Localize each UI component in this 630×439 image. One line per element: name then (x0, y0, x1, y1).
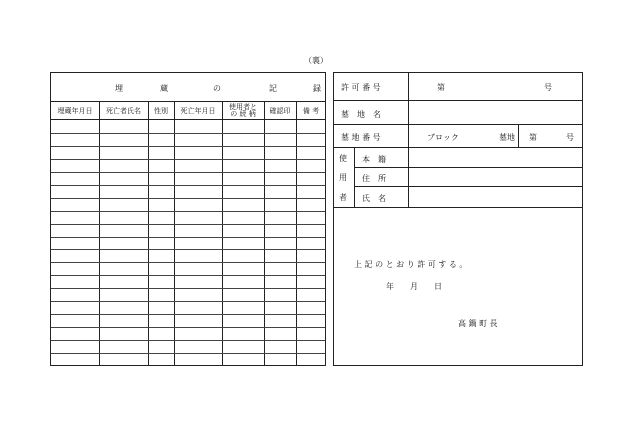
lot-prefix: 第 (529, 133, 537, 142)
record-row-line (51, 146, 325, 147)
permit-number-suffix: 号 (544, 83, 552, 92)
block-label: ブロック (427, 133, 459, 142)
domicile-row (354, 148, 582, 168)
record-row-line (51, 237, 325, 238)
col-relation (222, 102, 264, 120)
column-divider (174, 102, 175, 365)
user-char: 用 (339, 173, 347, 182)
col-relation-line2: の 続 柄 (230, 110, 256, 118)
permit-number-row (334, 73, 582, 101)
col-relation-line1: 使用者と (229, 103, 257, 111)
column-header-row (51, 102, 325, 120)
burial-record-title (51, 73, 325, 102)
record-row-line (51, 159, 325, 160)
user-char: 者 (339, 193, 347, 202)
permit-date: 年 月 日 (386, 282, 442, 291)
record-row-line (51, 353, 325, 354)
column-divider (99, 102, 100, 365)
title-char: 蔵 (160, 84, 168, 93)
title-char: 記 (269, 84, 277, 93)
column-divider (148, 102, 149, 365)
record-row-line (51, 340, 325, 341)
column-divider (222, 102, 223, 365)
address-label: 住 所 (362, 174, 386, 183)
record-row-line (51, 211, 325, 212)
lot-suffix: 号 (566, 133, 574, 142)
lot-number-row (334, 125, 582, 148)
permit-number-prefix: 第 (437, 83, 445, 92)
record-row-line (51, 327, 325, 328)
permit-box (333, 72, 583, 366)
record-row-line (51, 185, 325, 186)
lot-divider (518, 125, 519, 148)
record-row-line (51, 198, 325, 199)
col-sex: 性別 (154, 106, 168, 115)
name-row (334, 187, 582, 208)
record-row-line (51, 224, 325, 225)
address-row (354, 168, 582, 187)
cemetery-name-label: 墓 地 名 (341, 110, 381, 119)
col-death-date: 死亡年月日 (180, 106, 216, 115)
record-row-line (51, 275, 325, 276)
col-burial-date: 埋蔵年月日 (57, 106, 93, 115)
title-char: の (213, 84, 221, 93)
record-row-line (51, 133, 325, 134)
user-char: 使 (339, 154, 347, 163)
burial-record-table (50, 72, 326, 366)
record-row-line (51, 288, 325, 289)
permit-number-label: 許 可 番 号 (341, 83, 381, 92)
title-char: 埋 (115, 84, 123, 93)
record-row-line (51, 249, 325, 250)
record-row-line (51, 301, 325, 302)
record-row-line (51, 172, 325, 173)
col-seal: 確認印 (269, 106, 291, 115)
permit-statement: 上 記 の と お り 許 可 す る 。 (354, 260, 468, 269)
record-row-line (51, 262, 325, 263)
record-row-line (51, 314, 325, 315)
domicile-label: 本 籍 (362, 155, 386, 164)
title-char: 録 (313, 84, 321, 93)
col-deceased-name: 死亡者氏名 (106, 106, 141, 115)
cemetery-name-row (334, 101, 582, 125)
lot-number-label: 墓 地 番 号 (341, 133, 381, 142)
column-divider (264, 102, 265, 365)
column-divider (296, 102, 297, 365)
name-label: 氏 名 (362, 194, 386, 203)
issuer-title: 高 鍋 町 長 (458, 319, 498, 328)
col-remarks: 備 考 (302, 106, 320, 115)
back-side-mark: （裏） (304, 56, 328, 65)
bochi-label: 墓地 (499, 133, 515, 142)
